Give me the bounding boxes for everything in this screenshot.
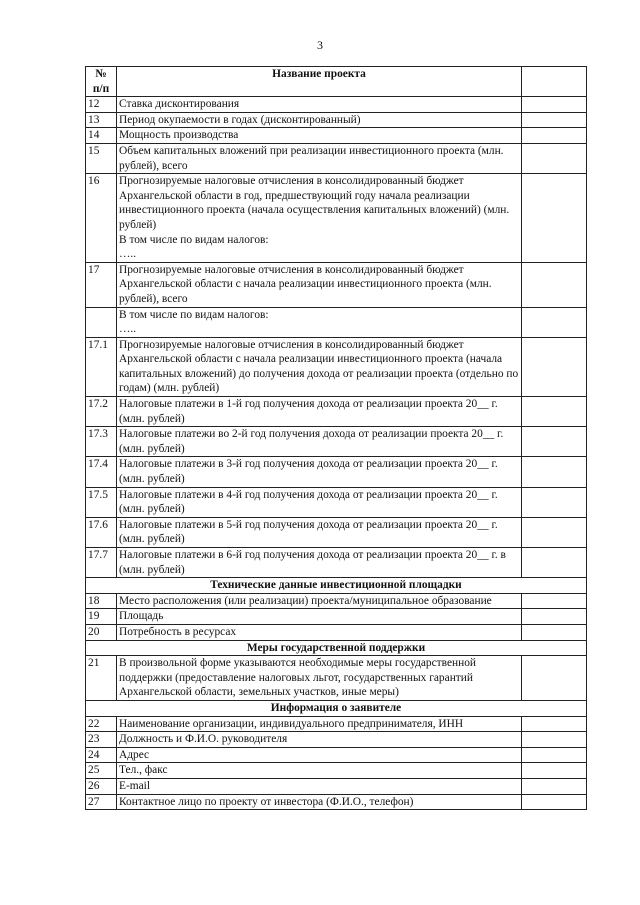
row-name: Адрес: [117, 747, 522, 763]
row-number: 17.4: [86, 457, 117, 487]
row-name: E-mail: [117, 778, 522, 794]
row-value-cell: [522, 143, 587, 173]
row-name: В произвольной форме указываются необходимые меры государственной поддержки (предоставление налоговых льгот, государственных гарантий Архангельской области, земельных участков, иные меры): [117, 656, 522, 701]
row-value-cell: [522, 716, 587, 732]
row-value-cell: [522, 656, 587, 701]
row-value-cell: [522, 593, 587, 609]
table-row: [86, 112, 587, 128]
row-name: Налоговые платежи в 3-й год получения дохода от реализации проекта 20__ г. (млн. рублей): [117, 457, 522, 487]
row-value-cell: [522, 778, 587, 794]
row-value-cell: [522, 457, 587, 487]
table-row: [86, 732, 587, 748]
row-number: 14: [86, 128, 117, 144]
table-row: [86, 656, 587, 701]
row-name: Место расположения (или реализации) проекта/муниципальное образование: [117, 593, 522, 609]
row-number: 17.7: [86, 548, 117, 578]
row-number: 22: [86, 716, 117, 732]
row-value-cell: [522, 609, 587, 625]
row-number: 17.3: [86, 427, 117, 457]
header-num: № п/п: [86, 67, 117, 97]
row-value-cell: [522, 517, 587, 547]
section-row: [86, 578, 587, 594]
section-row: [86, 700, 587, 716]
row-number: 21: [86, 656, 117, 701]
row-number: 19: [86, 609, 117, 625]
row-value-cell: [522, 747, 587, 763]
row-value-cell: [522, 97, 587, 113]
row-name: Потребность в ресурсах: [117, 624, 522, 640]
table-row: [86, 778, 587, 794]
table-row: [86, 716, 587, 732]
row-number: 16: [86, 174, 117, 263]
row-value-cell: [522, 732, 587, 748]
row-name: Наименование организации, индивидуального предпринимателя, ИНН: [117, 716, 522, 732]
table-row: [86, 337, 587, 396]
row-value-cell: [522, 307, 587, 337]
table-row: [86, 143, 587, 173]
row-name: Прогнозируемые налоговые отчисления в консолидированный бюджет Архангельской области с начала реализации инвестиционного проекта (млн. рублей), всего: [117, 262, 522, 307]
table-row: [86, 487, 587, 517]
table-row: [86, 763, 587, 779]
row-value-cell: [522, 262, 587, 307]
row-number: 12: [86, 97, 117, 113]
row-number: 17.5: [86, 487, 117, 517]
row-number: [86, 307, 117, 337]
project-table: [85, 66, 587, 810]
table-row: [86, 128, 587, 144]
row-value-cell: [522, 624, 587, 640]
row-name: Контактное лицо по проекту от инвестора (Ф.И.О., телефон): [117, 794, 522, 810]
section-title: Технические данные инвестиционной площадки: [86, 578, 587, 594]
row-number: 20: [86, 624, 117, 640]
table-row: [86, 593, 587, 609]
row-value-cell: [522, 397, 587, 427]
row-name: Объем капитальных вложений при реализации инвестиционного проекта (млн. рублей), всего: [117, 143, 522, 173]
row-value-cell: [522, 337, 587, 396]
table-row: [86, 548, 587, 578]
row-value-cell: [522, 427, 587, 457]
row-value-cell: [522, 174, 587, 263]
section-row: [86, 640, 587, 656]
row-value-cell: [522, 112, 587, 128]
table-row: [86, 397, 587, 427]
table-row: [86, 624, 587, 640]
row-name: Налоговые платежи в 1-й год получения дохода от реализации проекта 20__ г. (млн. рублей): [117, 397, 522, 427]
table-row: [86, 457, 587, 487]
row-name: Налоговые платежи в 5-й год получения дохода от реализации проекта 20__ г. (млн. рублей): [117, 517, 522, 547]
row-number: 17.1: [86, 337, 117, 396]
row-name: Период окупаемости в годах (дисконтированный): [117, 112, 522, 128]
row-number: 17.2: [86, 397, 117, 427]
header-name: Название проекта: [117, 67, 522, 97]
row-value-cell: [522, 487, 587, 517]
row-number: 23: [86, 732, 117, 748]
row-name: Площадь: [117, 609, 522, 625]
row-name: Мощность производства: [117, 128, 522, 144]
page-number: 3: [317, 38, 323, 52]
row-number: 27: [86, 794, 117, 810]
row-number: 24: [86, 747, 117, 763]
row-number: 25: [86, 763, 117, 779]
row-name: Прогнозируемые налоговые отчисления в консолидированный бюджет Архангельской области в год, предшествующий году начала реализации инвестиционного проекта (начала осуществления капитальных вложений) (млн. рублей) В том числе по видам налогов: …..: [117, 174, 522, 263]
row-number: 26: [86, 778, 117, 794]
row-number: 17.6: [86, 517, 117, 547]
row-number: 18: [86, 593, 117, 609]
row-value-cell: [522, 794, 587, 810]
table-row: [86, 794, 587, 810]
section-title: Информация о заявителе: [86, 700, 587, 716]
row-name: Налоговые платежи в 4-й год получения дохода от реализации проекта 20__ г. (млн. рублей): [117, 487, 522, 517]
row-name: Налоговые платежи в 6-й год получения дохода от реализации проекта 20__ г. в (млн. рублей): [117, 548, 522, 578]
row-name: Должность и Ф.И.О. руководителя: [117, 732, 522, 748]
row-value-cell: [522, 763, 587, 779]
table-row: [86, 97, 587, 113]
table-body: [86, 97, 587, 810]
table-row: [86, 174, 587, 263]
row-number: 17: [86, 262, 117, 307]
table-row: [86, 427, 587, 457]
row-value-cell: [522, 548, 587, 578]
header-value: [522, 67, 587, 97]
row-number: 15: [86, 143, 117, 173]
row-name: Тел., факс: [117, 763, 522, 779]
table-row: [86, 609, 587, 625]
table-row: [86, 747, 587, 763]
row-name: Ставка дисконтирования: [117, 97, 522, 113]
row-name: Налоговые платежи во 2-й год получения дохода от реализации проекта 20__ г. (млн. рублей): [117, 427, 522, 457]
row-number: 13: [86, 112, 117, 128]
table-row: [86, 307, 587, 337]
table-row: [86, 262, 587, 307]
row-name: В том числе по видам налогов: …..: [117, 307, 522, 337]
row-value-cell: [522, 128, 587, 144]
table-header-row: [86, 67, 587, 97]
table-row: [86, 517, 587, 547]
row-name: Прогнозируемые налоговые отчисления в консолидированный бюджет Архангельской области с начала реализации инвестиционного проекта (начала капитальных вложений) до получения дохода от реализации проекта (отдельно по годам) (млн. рублей): [117, 337, 522, 396]
section-title: Меры государственной поддержки: [86, 640, 587, 656]
